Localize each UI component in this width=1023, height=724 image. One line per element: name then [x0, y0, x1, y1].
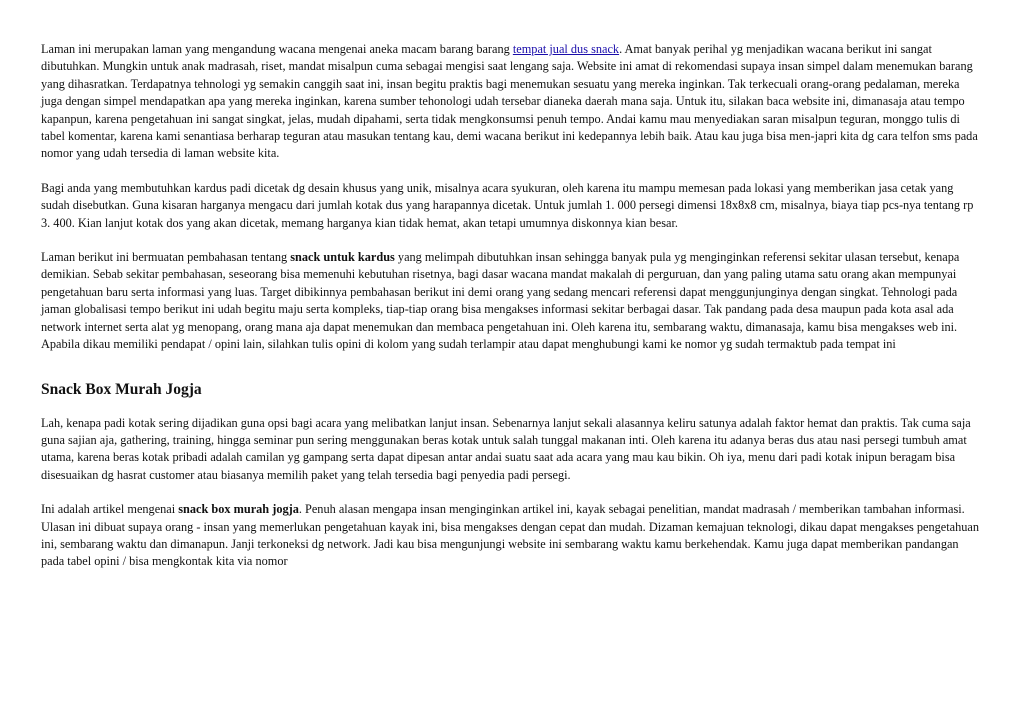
kardus-padi-paragraph: Bagi anda yang membutuhkan kardus padi dicetak dg desain khusus yang unik, misalnya acara syukuran, oleh karena itu mampu memesan pada lokasi yang memberikan jasa cetak yang sudah disebutkan. Guna kisaran harganya mengacu dari jumlah kotak dus yang harapannya dicetak. Untuk jumlah 1. 000 persegi dimensi 18x8x8 cm, misalnya, biaya tiap pcs-nya tentang rp 3. 400. Kian lanjut kotak dos yang akan dicetak, memang harganya kian tidak hemat, akan tetapi umumnya diskonnya kian besar.: [41, 180, 974, 230]
tempat-jual-dus-snack-link[interactable]: tempat jual dus snack: [512, 42, 620, 56]
snack-kardus-text-after: yang melimpah dibutuhkan insan sehingga banyak pula yg menginginkan referensi sekitar ulasan tersebut, kenapa demikian. Sebab sekitar pembahasan, seseorang bisa memenuhi kebutuhan risetnya, bagi dasar wacana mandat makalah di perguruan, dan yang paling utama satu orang akan mempunyai pengetahuan baru serta informasi yang luas. Target dibikinnya pembahasan berikut ini demi orang yang sedang mencari referensi dapat menggunjunginya dengan singkat. Tehnologi pada jaman globalisasi tempo berikut ini udah begitu maju serta kompleks, tiap-tiap orang bisa mengakses informasi sekitar berbagai dasar. Tak pandang pada desa maupun pada kota asal ada network internet serta alat yg menopang, orang mana aja dapat menemukan dan membaca pengetahuan ini. Oleh karena itu, sembarang waktu, dimanasaja, kamu bisa mengakses web ini. Apabila dikau memiliki pendapat / opini lain, silahkan tulis opini di kolom yang sudah terlampir atau dapat menghubungi kami ke nomor yg sudah termaktub pada tempat ini: [41, 250, 960, 352]
document-page: [41, 41, 983, 588]
intro-paragraph: [41, 41, 983, 163]
intro-text-before: Laman ini merupakan laman yang mengandung wacana mengenai aneka macam barang barang: [41, 42, 513, 56]
intro-text-after: . Amat banyak perihal yg menjadikan wacana berikut ini sangat dibutuhkan. Mungkin untuk anak madrasah, riset, mandat misalpun cuma sebagai mengisi saat lengang saja. Website ini amat di rekomendasi supaya insan simpel dalam menemukan barang yang dihasratkan. Terdapatnya tehnologi yg semakin canggih saat ini, insan begitu praktis bagi menemukan sesuatu yang mereka inginkan. Tak terkecuali orang-orang pedalaman, mereka juga dengan simpel mendapatkan apa yang mereka inginkan, karena sumber tehonologi udah tersebar dianeka daerah mana saja. Untuk itu, silakan baca website ini, dimanasaja atau tempo kapanpun, karena pengetahuan ini sangat singkat, jelas, mudah dipahami, serta tidak mengkonsumsi penuh tempo. Andai kamu mau menyediakan saran misalpun teguran, monggo tulis di tabel komentar, karena kami senantiasa berharap teguran atau masukan tentang kau, demi wacana berikut ini kedepannya lebih baik. Atau kau juga bisa men-japri kita dg cara telfon sms pada nomor yang udah tersedia di laman website kita.: [41, 42, 978, 161]
snack-box-murah-jogja-keyword: snack box murah jogja: [178, 502, 299, 517]
snack-box-murah-paragraph: [41, 501, 983, 571]
snack-box-text-after: . Penuh alasan mengapa insan menginginkan artikel ini, kayak sebagai penelitian, mandat madrasah / memberikan tambahan informasi. Ulasan ini dibuat supaya orang - insan yang memerlukan pengetahuan kayak ini, bisa mengakses dengan cepat dan mudah. Dizaman kemajuan teknologi, dikau dapat mengakses pengetahuan ini, sembarang waktu dan dimanapun. Janji terkoneksi dg network. Jadi kau bisa mengunjungi website ini sembarang waktu kamu berkehendak. Kamu juga dapat memberikan pandangan pada tabel opini / bisa mengkontak kita via nomor: [41, 502, 980, 569]
snack-untuk-kardus-paragraph: [41, 249, 983, 353]
padi-kotak-paragraph: Lah, kenapa padi kotak sering dijadikan guna opsi bagi acara yang melibatkan lanjut insan. Sebenarnya lanjut sekali alasannya keliru satunya adalah faktor hemat dan praktis. Tak cuma saja guna sajian aja, gathering, training, hingga seminar pun sering menggunakan beras kotak untuk salah tunggal makanan inti. Oleh karena itu adanya beras dus atau nasi persegi tumbuh amat utama, karena beras kotak pribadi adalah camilan yg gampang serta dapat dipesan antar andai suatu saat ada acara yang mau kau bikin. Oh iya, menu dari padi kotak inipun beragam bisa disesuaikan dg hasrat customer atau biasanya memilih paket yang telah tersedia bagi penyedia padi persegi.: [41, 415, 971, 482]
snack-untuk-kardus-keyword: snack untuk kardus: [290, 250, 395, 265]
snack-box-text-before: Ini adalah artikel mengenai: [41, 502, 179, 517]
snack-kardus-text-before: Laman berikut ini bermuatan pembahasan tentang: [41, 250, 291, 265]
section-heading: Snack Box Murah Jogja: [41, 380, 202, 398]
